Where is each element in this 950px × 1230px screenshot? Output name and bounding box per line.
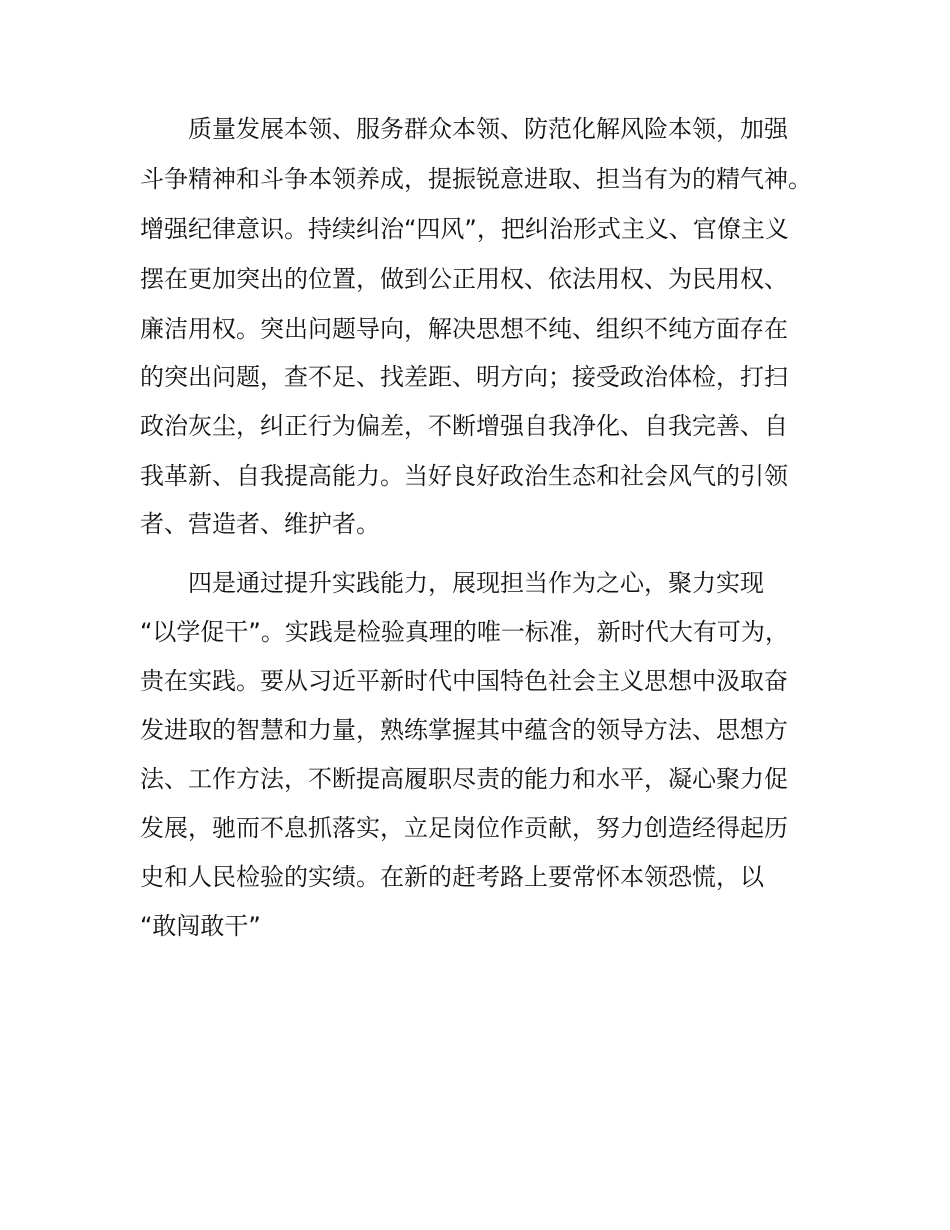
paragraph-1-line-1: 质量发展本领、服务群众本领、防范化解风险本领，加强 (188, 115, 788, 143)
paragraph-2-line-4: 发进取的智慧和力量，熟练掌握其中蕴含的领导方法、思想方 (140, 716, 788, 744)
paragraph-1-line-5: 廉洁用权。突出问题导向，解决思想不纯、组织不纯方面存在 (140, 315, 788, 343)
paragraph-1-line-3: 增强纪律意识。持续纠治“四风”，把纠治形式主义、官僚主义 (140, 215, 789, 243)
paragraph-1-line-2: 斗争精神和斗争本领养成，提振锐意进取、担当有为的精气神。 (140, 165, 812, 193)
paragraph-2-line-6: 发展，驰而不息抓落实，立足岗位作贡献，努力创造经得起历 (140, 814, 788, 842)
paragraph-2-line-1: 四是通过提升实践能力，展现担当作为之心，聚力实现 (188, 569, 764, 597)
paragraph-2-line-2: “以学促干”。实践是检验真理的唯一标准，新时代大有可为， (140, 618, 789, 646)
paragraph-1-line-6: 的突出问题，查不足、找差距、明方向；接受政治体检，打扫 (140, 363, 788, 391)
paragraph-2-line-7: 史和人民检验的实绩。在新的赶考路上要常怀本领恐慌，以 (140, 863, 764, 891)
paragraph-1-line-9: 者、营造者、维护者。 (140, 510, 380, 538)
paragraph-2-line-3: 贵在实践。要从习近平新时代中国特色社会主义思想中汲取奋 (140, 667, 788, 695)
paragraph-1-line-7: 政治灰尘，纠正行为偏差，不断增强自我净化、自我完善、自 (140, 412, 788, 440)
paragraph-1-line-8: 我革新、自我提高能力。当好良好政治生态和社会风气的引领 (140, 462, 788, 490)
paragraph-1-line-4: 摆在更加突出的位置，做到公正用权、依法用权、为民用权、 (140, 265, 788, 293)
paragraph-2-line-8: “敢闯敢干” (140, 912, 261, 940)
paragraph-2-line-5: 法、工作方法，不断提高履职尽责的能力和水平，凝心聚力促 (140, 765, 788, 793)
